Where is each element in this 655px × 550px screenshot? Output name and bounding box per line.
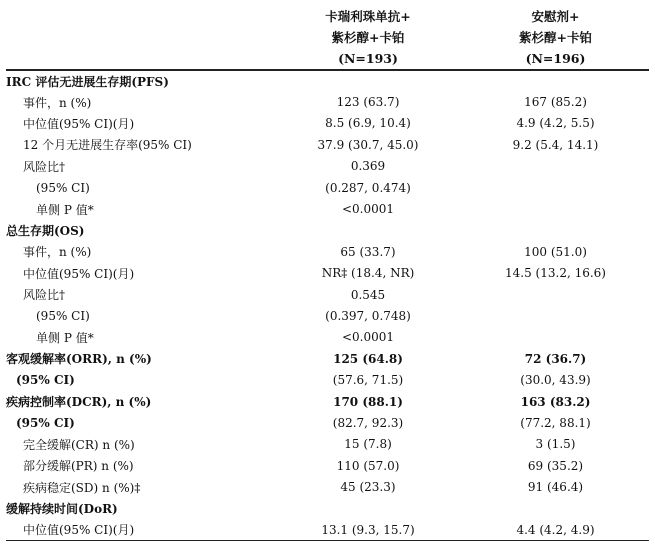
efficacy-table <box>6 0 649 541</box>
row-value-arm2: 4.4 (4.2, 4.9) <box>462 519 649 540</box>
row-value-arm2: 100 (51.0) <box>524 244 587 259</box>
row-value-arm1: 0.545 <box>350 287 386 302</box>
section-row <box>6 498 649 519</box>
row-value-arm2: 91 (46.4) <box>527 480 584 495</box>
section-value-arm2 <box>462 220 649 241</box>
section-title: IRC 评估无进展生存期(PFS) <box>6 74 169 89</box>
section-value-arm2 <box>462 498 649 519</box>
table-row <box>6 476 649 497</box>
row-label: 风险比† <box>23 288 66 303</box>
header-arm1-line2: 紫杉醇+卡铂 <box>331 30 405 45</box>
row-label: 风险比† <box>23 159 66 174</box>
table-row <box>6 177 649 198</box>
header-arm1-n: (N=193) <box>338 51 398 66</box>
row-value-arm2 <box>462 177 649 198</box>
footnote-cutoff <box>6 543 649 550</box>
row-label: 单侧 P 值* <box>36 330 94 345</box>
table-row <box>6 369 649 390</box>
row-value-arm1: 123 (63.7) <box>336 95 400 110</box>
row-value-arm1: (0.397, 0.748) <box>325 308 411 323</box>
row-value-arm1: 13.1 (9.3, 15.7) <box>274 519 462 540</box>
table-row <box>6 134 649 155</box>
table-row <box>6 113 649 134</box>
section-value-arm1 <box>274 498 462 519</box>
row-value-arm1: 65 (33.7) <box>340 244 396 259</box>
row-label: 中位值(95% CI)(月) <box>23 266 135 281</box>
row-label: (95% CI) <box>16 415 75 430</box>
header-blank-cell <box>6 0 274 70</box>
row-value-arm1: 0.369 <box>350 159 386 174</box>
section-value-arm1: 125 (64.8) <box>333 351 403 366</box>
row-value-arm1: (0.287, 0.474) <box>325 180 411 195</box>
header-arm2-line1: 安慰剂+ <box>531 9 580 24</box>
row-label: 中位值(95% CI)(月) <box>6 519 274 540</box>
table-row <box>6 519 649 540</box>
row-label: 部分缓解(PR) n (%) <box>23 459 134 474</box>
row-label: 12 个月无进展生存率(95% CI) <box>23 138 192 153</box>
table-row <box>6 455 649 476</box>
table-row <box>6 327 649 348</box>
table-row <box>6 284 649 305</box>
section-value-arm2: 72 (36.7) <box>524 351 587 366</box>
row-value-arm1: 37.9 (30.7, 45.0) <box>317 137 419 152</box>
row-value-arm2: (30.0, 43.9) <box>520 373 591 388</box>
row-value-arm1: 15 (7.8) <box>344 437 392 452</box>
header-treatment-arm <box>274 0 462 70</box>
row-value-arm1: 45 (23.3) <box>340 480 396 495</box>
row-value-arm1: (82.7, 92.3) <box>332 415 404 430</box>
header-arm2-line2: 紫杉醇+卡铂 <box>519 30 592 45</box>
header-arm2-n: (N=196) <box>525 51 586 66</box>
row-value-arm2 <box>462 198 649 219</box>
section-row <box>6 348 649 369</box>
row-label: (95% CI) <box>16 373 75 388</box>
row-label: 疾病稳定(SD) n (%)‡ <box>23 480 141 495</box>
table-row <box>6 263 649 284</box>
section-title: 疾病控制率(DCR), n (%) <box>6 395 152 410</box>
row-value-arm1: <0.0001 <box>341 330 395 345</box>
row-label: 事件，n (%) <box>23 245 92 260</box>
section-title: 客观缓解率(ORR), n (%) <box>6 352 152 367</box>
row-value-arm1: <0.0001 <box>341 202 395 217</box>
row-value-arm2 <box>462 284 649 305</box>
row-value-arm2 <box>462 156 649 177</box>
row-value-arm1: 110 (57.0) <box>336 458 400 473</box>
row-value-arm2 <box>462 327 649 348</box>
section-value-arm1 <box>274 70 462 91</box>
header-arm1-line1: 卡瑞利珠单抗+ <box>325 9 411 24</box>
table-row <box>6 305 649 326</box>
header-placebo-arm <box>462 0 649 70</box>
section-value-arm2 <box>462 70 649 91</box>
row-label: 完全缓解(CR) n (%) <box>23 437 135 452</box>
row-label: (95% CI) <box>36 308 90 323</box>
row-value-arm1: 8.5 (6.9, 10.4) <box>325 116 411 131</box>
row-label: 单侧 P 值* <box>36 202 94 217</box>
table-row <box>6 198 649 219</box>
row-value-arm2: 9.2 (5.4, 14.1) <box>512 137 599 152</box>
table-body <box>6 70 649 541</box>
section-value-arm1 <box>274 220 462 241</box>
row-value-arm1: (57.6, 71.5) <box>332 373 404 388</box>
section-value-arm2: 163 (83.2) <box>520 394 591 409</box>
row-value-arm1: NR‡ (18.4, NR) <box>321 266 415 281</box>
section-row <box>6 391 649 412</box>
section-title: 总生存期(OS) <box>6 223 85 238</box>
row-value-arm2: 14.5 (13.2, 16.6) <box>505 266 606 281</box>
table-row <box>6 156 649 177</box>
section-title: 缓解持续时间(DoR) <box>6 502 118 516</box>
row-value-arm2: 167 (85.2) <box>524 95 587 110</box>
row-value-arm2: 4.9 (4.2, 5.5) <box>516 116 595 131</box>
row-value-arm2: (77.2, 88.1) <box>520 415 591 430</box>
row-label: 中位值(95% CI)(月) <box>23 116 135 131</box>
table-row <box>6 241 649 262</box>
table-row <box>6 91 649 112</box>
section-value-arm1: 170 (88.1) <box>333 394 403 409</box>
section-row <box>6 220 649 241</box>
row-label: (95% CI) <box>36 180 90 195</box>
table-row <box>6 434 649 455</box>
row-value-arm2 <box>462 305 649 326</box>
section-row <box>6 70 649 91</box>
row-label: 事件，n (%) <box>23 95 92 110</box>
row-value-arm2: 69 (35.2) <box>527 458 584 473</box>
row-value-arm2: 3 (1.5) <box>535 437 576 452</box>
table-row <box>6 412 649 433</box>
